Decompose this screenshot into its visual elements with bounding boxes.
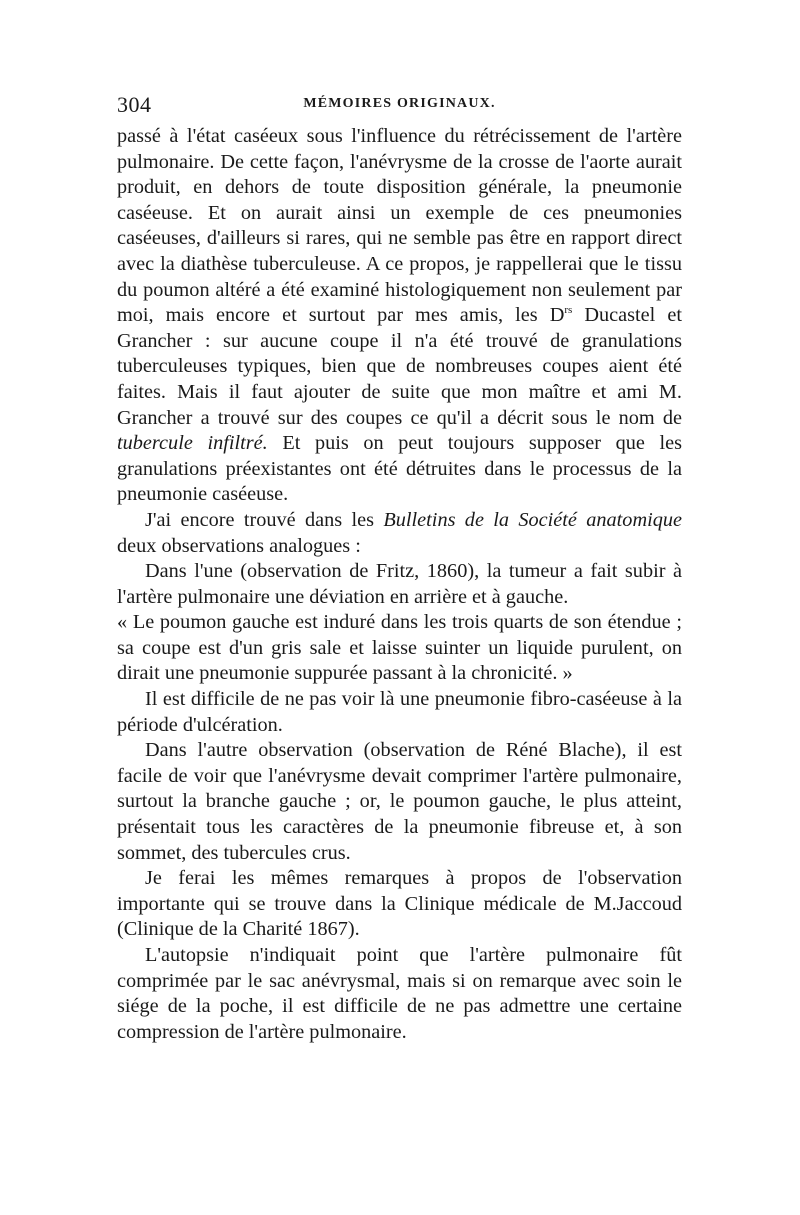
paragraph-8: L'autopsie n'indiquait point que l'artère pulmonaire fût comprimée par le sac anévrysmal, mais si on remarque avec soin le siége de la poche, il est difficile de ne pas admettre une certaine compression de l'artère pulmonaire. bbox=[117, 944, 682, 1043]
running-title: MÉMOIRES ORIGINAUX. bbox=[303, 96, 496, 111]
paragraph-1 bbox=[117, 124, 682, 508]
doctors-superscript: rs bbox=[564, 304, 573, 317]
paragraph-4-quote: « Le poumon gauche est induré dans les trois quarts de son étendue ; sa coupe est d'un gris sale et laisse suinter un liquide purulent, on dirait une pneumonie suppurée passant à la chronicité. » bbox=[117, 611, 682, 685]
paragraph-5: Il est difficile de ne pas voir là une pneumonie fibro-caséeuse à la période d'ulcération. bbox=[117, 688, 682, 736]
body-text bbox=[117, 124, 682, 1045]
paragraph-1-text-end: Et puis on peut toujours supposer que les granulations préexistantes ont été détruites dans le processus de la pneumonie caséeuse. bbox=[117, 432, 682, 506]
italic-term-tubercule: tubercule infiltré. bbox=[117, 432, 268, 455]
paragraph-6: Dans l'autre observation (observation de Réné Blache), il est facile de voir que l'anévrysme devait comprimer l'artère pulmonaire, surtout la branche gauche ; or, le poumon gauche, le plus atteint, présentait tous les caractères de la pneumonie fibreuse et, à son sommet, des tubercules crus. bbox=[117, 739, 682, 864]
page-header bbox=[117, 92, 682, 118]
paragraph-2-text: J'ai encore trouvé dans les bbox=[145, 508, 384, 531]
italic-title-bulletins: Bulletins de la Société anatomique bbox=[383, 508, 683, 531]
paragraph-2 bbox=[117, 508, 682, 559]
paragraph-1-text-cont: Ducastel et Grancher : sur aucune coupe il n'a été trouvé de granulations tuberculeuses typiques, bien que de nombreuses coupes aient été faites. Mais il faut ajouter de suite que mon maître et ami M. Grancher a trouvé sur des coupes ce qu'il a décrit sous le nom de bbox=[117, 304, 682, 429]
page-number: 304 bbox=[117, 92, 152, 117]
paragraph-7: Je ferai les mêmes remarques à propos de l'observation importante qui se trouve dans la Clinique médicale de M.Jaccoud (Clinique de la Charité 1867). bbox=[117, 867, 682, 941]
paragraph-3: Dans l'une (observation de Fritz, 1860), la tumeur a fait subir à l'artère pulmonaire une déviation en arrière et à gauche. bbox=[117, 560, 682, 608]
paragraph-1-text: passé à l'état caséeux sous l'influence du rétrécissement de l'artère pulmonaire. De cette façon, l'anévrysme de la crosse de l'aorte aurait produit, en dehors de toute disposition générale, la pneumonie caséeuse. Et on aurait ainsi un exemple de ces pneumonies caséeuses, d'ailleurs si rares, qui ne semble pas être en rapport direct avec la diathèse tuberculeuse. A ce propos, je rappellerai que le tissu du poumon altéré a été examiné histologiquement non seulement par moi, mais encore et surtout par mes amis, les D bbox=[117, 125, 682, 327]
paragraph-2-text-end: deux observations analogues : bbox=[117, 534, 361, 557]
